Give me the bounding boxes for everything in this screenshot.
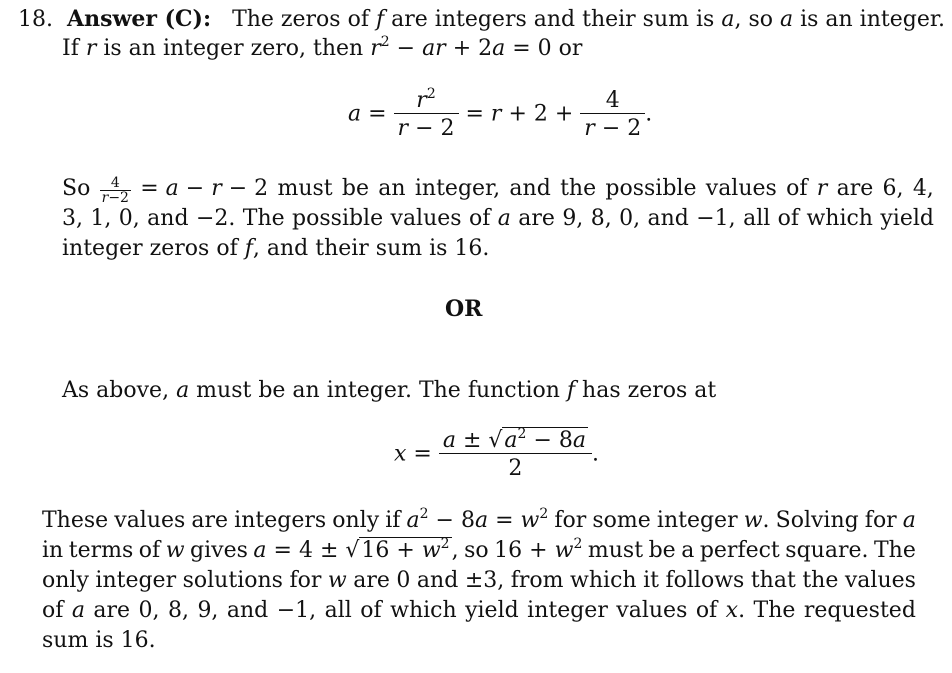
fraction-r2-over-r-minus-2: $\frac{r^2}{r - 2}$ — [394, 88, 459, 141]
small-fraction-4-over-r-minus-2: $\frac{4}{r-2}$ — [101, 175, 129, 206]
problem-number: 18. — [18, 7, 53, 32]
method2-line4: only integer solutions for w are 0 and ±3, from which it follows that the values — [42, 568, 916, 593]
method2-line3: in terms of w gives $a = 4 \pm √16 + w^2$, so $16 + w^2$ must be a perfect square. The — [42, 536, 916, 563]
method2-line2: These values are integers only if $a^2 - 8a = w^2$ for some integer w. Solving for a — [42, 506, 916, 533]
fraction-4-over-r-minus-2: $\frac{4}{r - 2}$ — [580, 88, 645, 141]
answer-label: Answer (C): — [67, 6, 212, 32]
separator-or: OR — [445, 296, 483, 322]
method2-line6: sum is 16. — [42, 628, 156, 653]
method1-line4: 3, 1, 0, and −2. The possible values of a are 9, 8, 0, and −1, all of which yield — [62, 206, 934, 231]
method1-line1: The zeros of f are integers and their sum is a, so a is an integer. — [232, 7, 945, 32]
method2-equation: x = $\frac{a \pm √a^2 - 8a}{2}$ . — [394, 426, 600, 481]
method1-line5: integer zeros of f, and their sum is 16. — [62, 236, 490, 261]
problem-header-line — [18, 6, 945, 33]
quadratic-formula-fraction: $\frac{a \pm √a^2 - 8a}{2}$ — [439, 428, 592, 481]
method1-line2: If r is an integer zero, then $r^2$ − ar + 2a = 0 or — [62, 34, 583, 61]
method2-line5: of a are 0, 8, 9, and −1, all of which yield integer values of x. The requested — [42, 598, 916, 623]
method1-line3: So $\frac{4}{r-2}$ = a − r − 2 must be an integer, and the possible values of r are 6, 4, — [62, 175, 934, 206]
method1-equation: a = $\frac{r^2}{r - 2}$ = r + 2 + $\frac{4}{r - 2}$ . — [348, 86, 653, 141]
method2-line1: As above, a must be an integer. The function f has zeros at — [62, 378, 717, 403]
